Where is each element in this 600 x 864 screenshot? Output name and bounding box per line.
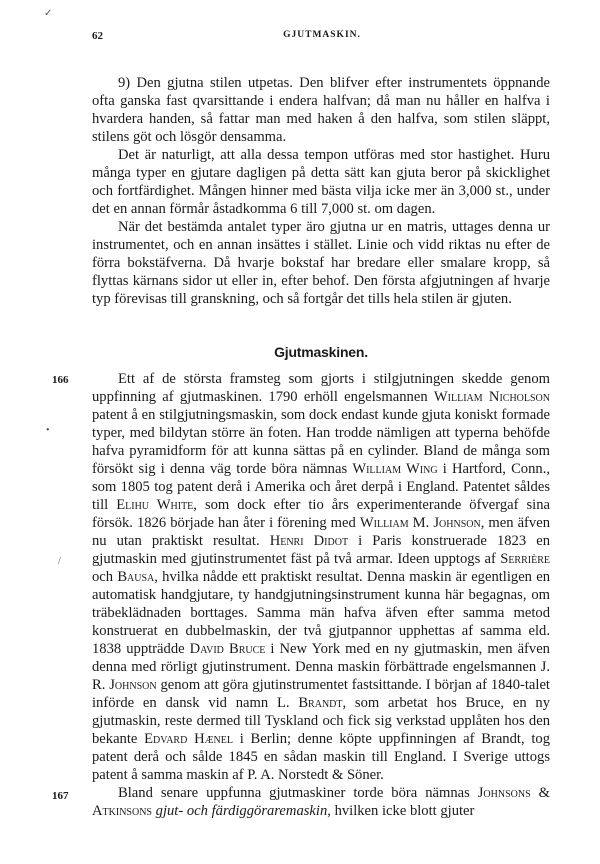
- person-name: William M. Johnson: [359, 515, 481, 531]
- margin-tick: /: [58, 556, 61, 567]
- person-name: Johnsons: [477, 785, 531, 801]
- paragraph-166: Ett af de största framsteg som gjorts i stilgjutningen skedde genom uppfinning af gjutmaskinen. 1790 erhöll engelsmannen William Nicholson patent å en stilgjutningsmaskin, som dock endast kunde gjuta koniskt formade typer, med bildytan större än foten. Han trodde nämligen att typerna behöfde hafva pyramidform för att kunna sättas på en cylinder. Bland de många som försökt sig i denna väg torde böra nämnas William Wing i Hartford, Conn., som 1805 tog patent derå i Amerika och året derpå i England. Patentet såldes till Elihu White, som dock efter tio års experimenterande öfvergaf sina försök. 1826 började han åter i förening med William M. Johnson, men äfven nu utan praktiskt resultat. Henri Didot i Paris konstruerade 1823 en gjutmaskin med gjutinstrumentet fäst på två armar. Ideen upptogs af Serrière och Bausa, hvilka nådde ett praktiskt resultat. Denna maskin är egentligen en automatisk handgjutare, ty handgjutningsinstrument kunna här begagnas, om träbeklädnaden borttages. Samma män hafva äfven efter samma metod konstruerat en dubbelmaskin, der två gjutpannor upphettas af samma eld. 1838 uppträdde David Bruce i New York med en ny gjutmaskin, men äfven denna med rörligt gjutinstrument. Denna maskin förbättrade engelsmannen J. R. Johnson genom att göra gjutinstrumentet fastsittande. I början af 1840-talet införde en dansk vid namn L. Brandt, som arbetat hos Bruce, en ny gjutmaskin, reste dermed till Tyskland och fick sig verkstad upplåten hos den bekante Edvard Hænel i Berlin; denne köpte uppfinningen af Brandt, tog patent derå och sålde 1845 en sådan maskin till England. I Sverige uttogs patent å samma maskin af P. A. Norstedt & Söner.: [92, 371, 551, 783]
- running-title: GJUTMASKIN.: [283, 30, 361, 40]
- person-name: Edvard Hænel: [144, 731, 233, 747]
- machine-name: gjut- och färdiggöraremaskin: [155, 803, 328, 819]
- person-name: William Wing: [352, 461, 438, 477]
- paragraph-step-9: 9) Den gjutna stilen utpetas. Den blifver efter instrumentets öppnande ofta ganska fast qvarsittande i endera halfvan; då man nu håller en halfva i hvardera handen, så fattar man med haken å den halfva, som stilen släppt, stilens göt och lösgör densamma.: [92, 75, 550, 145]
- person-name: Atkinsons: [92, 803, 152, 819]
- section-heading: Gjutmaskinen.: [274, 344, 368, 360]
- page-header: [92, 30, 552, 46]
- margin-mark: ✓: [44, 8, 53, 19]
- margin-number-166: 166: [52, 374, 69, 386]
- paragraph-167: Bland senare uppfunna gjutmaskiner torde böra nämnas Johnsons & Atkinsons gjut- och färdiggöraremaskin, hvilken icke blott gjuter: [92, 785, 550, 819]
- person-name: L. Brandt: [276, 695, 343, 711]
- person-name: Elihu White: [116, 497, 194, 513]
- text-block-top: [92, 74, 550, 308]
- person-name: J. R. Johnson: [92, 659, 550, 693]
- person-name: Henri Didot: [269, 533, 349, 549]
- margin-dot: •: [46, 425, 50, 436]
- page-number: 62: [92, 30, 103, 42]
- margin-number-167: 167: [52, 790, 69, 802]
- paragraph-matrix: När det bestämda antalet typer äro gjutna ur en matris, uttages denna ur instrumentet, och en annan insättes i stället. Linie och vidd riktas nu efter de förra bokstäfverna. Då hvarje bokstaf har bredare eller smalare kropp, så flyttas kärnans sidor ut eller in, efter behof. Den första afgjutningen af hvarje typ förevisas till granskning, och så fortgår det tills hela stilen är gjuten.: [92, 219, 550, 307]
- person-name: David Bruce: [189, 641, 266, 657]
- person-name: Bausa: [117, 569, 155, 585]
- paragraph-speed: Det är naturligt, att alla dessa tempon utföras med stor hastighet. Huru många typer en gjutare dagligen på detta sätt kan gjuta beror på skicklighet och fortfärdighet. Mången hinner med bästa vilja icke mer än 3,000 st., under det en annan förmår åstadkomma 6 till 7,000 st. om dagen.: [92, 147, 550, 217]
- text-block-gjutmaskinen: [92, 370, 550, 820]
- person-name: William Nicholson: [433, 389, 551, 405]
- person-name: Serrière: [500, 551, 550, 567]
